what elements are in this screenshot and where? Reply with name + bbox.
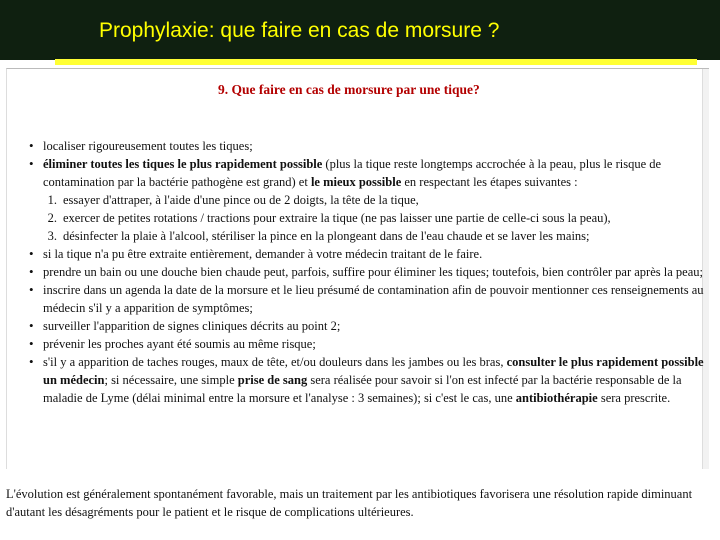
conclusion-paragraph: L'évolution est généralement spontanément favorable, mais un traitement par les antibiotiques favorisera une résolution rapide diminuant d'autant les désagréments pour le patient et le risque de complications ultérieures. [6,487,693,519]
step-item: 1. essayer d'attraper, à l'aide d'une pince ou de 2 doigts, la tête de la tique, [47,193,419,207]
emphasis: prise de sang [237,373,308,387]
list-item: • prendre un bain ou une douche bien chaude peut, parfois, suffire pour éliminer les tiques; toutefois, bien contrôler par après la peau; [26,263,706,281]
list-item: • localiser rigoureusement toutes les tiques; [26,137,706,155]
emphasis: antibiothérapie [515,391,598,405]
list-item: • éliminer toutes les tiques le plus rapidement possible (plus la tique reste longtemps accrochée à la peau, plus le risque de contamination par la bactérie pathogène est grand) et le mieux possible en respectant les étapes suivantes : 1. essayer d'attraper, à l'aide d'une pince ou de 2 doigts, la tête de la tique, 2. exercer de petites rotations / tractions pour extraire la tique (ne pas laisser une partie de celle-ci sous la peau), 3. désinfecter la plaie à l'alcool, stériliser la pince en la plongeant dans de l'eau chaude et se laver les mains; [26,155,706,245]
emphasis: le mieux possible [310,175,402,189]
emphasis: consulter le plus rapidement possible un médecin [43,355,704,387]
slide-title: Prophylaxie: que faire en cas de morsure ? [99,19,500,42]
title-underline [55,59,697,65]
emphasis: éliminer toutes les tiques le plus rapidement possible [43,157,323,171]
step-item: 3. désinfecter la plaie à l'alcool, stériliser la pince en la plongeant dans de l'eau chaude et se laver les mains; [47,229,590,243]
list-item: • inscrire dans un agenda la date de la morsure et le lieu présumé de contamination afin de pouvoir mentionner ces renseignements au médecin s'il y a apparition de symptômes; [26,281,706,317]
list-item: • surveiller l'apparition de signes cliniques décrits au point 2; [26,317,706,335]
advice-list [26,137,706,407]
steps-list [43,191,706,245]
document-heading: 9. Que faire en cas de morsure par une tique? [218,82,480,97]
list-item: • s'il y a apparition de taches rouges, maux de tête, et/ou douleurs dans les jambes ou les bras, consulter le plus rapidement possible un médecin; si nécessaire, une simple prise de sang sera réalisée pour savoir si l'on est infecté par la bactérie responsable de la maladie de Lyme (délai minimal entre la morsure et l'analyse : 3 semaines); si c'est le cas, une antibiothérapie sera prescrite. [26,353,706,407]
list-item: • si la tique n'a pu être extraite entièrement, demander à votre médecin traitant de le faire. [26,245,706,263]
slide-header [0,0,720,60]
list-item: • prévenir les proches ayant été soumis au même risque; [26,335,706,353]
step-item: 2. exercer de petites rotations / tractions pour extraire la tique (ne pas laisser une partie de celle-ci sous la peau), [47,211,611,225]
